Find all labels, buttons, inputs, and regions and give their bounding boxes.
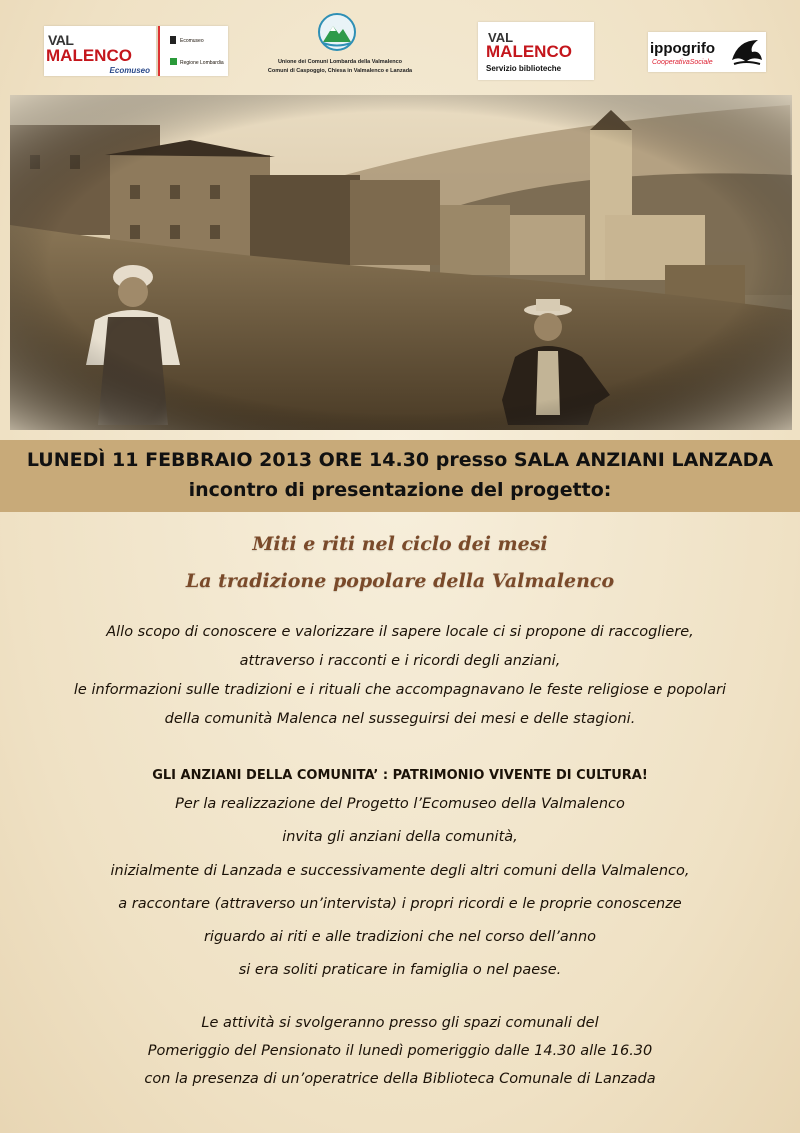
union-line-1: Unione dei Comuni Lombarda della Valmalenco (277, 59, 403, 65)
event-subtitle: incontro di presentazione del progetto: (188, 479, 612, 501)
ecomuseo-icon (170, 36, 176, 44)
invite-line: si era soliti praticare in famiglia o nel paese. (238, 962, 562, 978)
logo-ecomuseo-text: Ecomuseo (109, 66, 150, 75)
intro-line: le informazioni sulle tradizioni e i rituali che accompagnavano le feste religiose e popolari (73, 682, 727, 698)
intro-line: attraverso i racconti e i ricordi degli anziani, (239, 653, 561, 669)
logo-servizio-text: Servizio biblioteche (486, 64, 562, 73)
invite-line: invita gli anziani della comunità, (282, 829, 518, 845)
ippogrifo-logo (648, 32, 766, 72)
ecomuseo-label: Ecomuseo (180, 38, 204, 44)
invite-line: Per la realizzazione del Progetto l’Ecomuseo della Valmalenco (175, 796, 625, 812)
valmalenco-biblioteche-logo (478, 22, 594, 80)
griffin-icon (728, 34, 764, 70)
invite-line: a raccontare (attraverso un’intervista) i propri ricordi e le proprie conoscenze (118, 896, 682, 912)
project-subtitle: La tradizione popolare della Valmalenco (185, 570, 615, 592)
historic-village-photo (10, 95, 792, 430)
logo-val-text: VAL (48, 32, 74, 48)
mountain-emblem-icon (315, 12, 359, 52)
unione-comuni-logo (240, 12, 440, 82)
regione-label: Regione Lombardia (180, 60, 224, 66)
ecomuseo-regione-logo (158, 26, 228, 76)
regione-icon (170, 58, 177, 65)
section-heading: GLI ANZIANI DELLA COMUNITA’ : PATRIMONIO VIVENTE DI CULTURA! (152, 768, 648, 783)
logo-val-text: VAL (488, 30, 514, 45)
logo-header (0, 0, 800, 95)
invite-line: riguardo ai riti e alle tradizioni che nel corso dell’anno (203, 929, 597, 945)
ippogrifo-name: ippogrifo (650, 40, 715, 57)
valmalenco-ecomuseo-logo (44, 26, 156, 76)
project-title: Miti e riti nel ciclo dei mesi (252, 533, 548, 555)
ippogrifo-sub: CooperativaSociale (652, 59, 713, 66)
invite-line: inizialmente di Lanzada e successivamente degli altri comuni della Valmalenco, (110, 863, 690, 879)
logo-malenco-text: MALENCO (486, 42, 572, 61)
activity-line: Pomeriggio del Pensionato il lunedì pomeriggio dalle 14.30 alle 16.30 (147, 1043, 653, 1059)
intro-line: Allo scopo di conoscere e valorizzare il sapere locale ci si propone di raccogliere, (106, 624, 694, 640)
event-date-location: LUNEDÌ 11 FEBBRAIO 2013 ORE 14.30 presso SALA ANZIANI LANZADA (26, 449, 774, 471)
event-banner (0, 440, 800, 512)
activity-line: con la presenza di un’operatrice della Biblioteca Comunale di Lanzada (144, 1071, 656, 1087)
logo-malenco-text: MALENCO (46, 46, 132, 65)
union-line-2: Comuni di Caspoggio, Chiesa in Valmalenco e Lanzada (267, 68, 413, 74)
intro-line: della comunità Malenca nel susseguirsi dei mesi e delle stagioni. (164, 711, 636, 727)
activity-line: Le attività si svolgeranno presso gli spazi comunali del (201, 1015, 599, 1031)
